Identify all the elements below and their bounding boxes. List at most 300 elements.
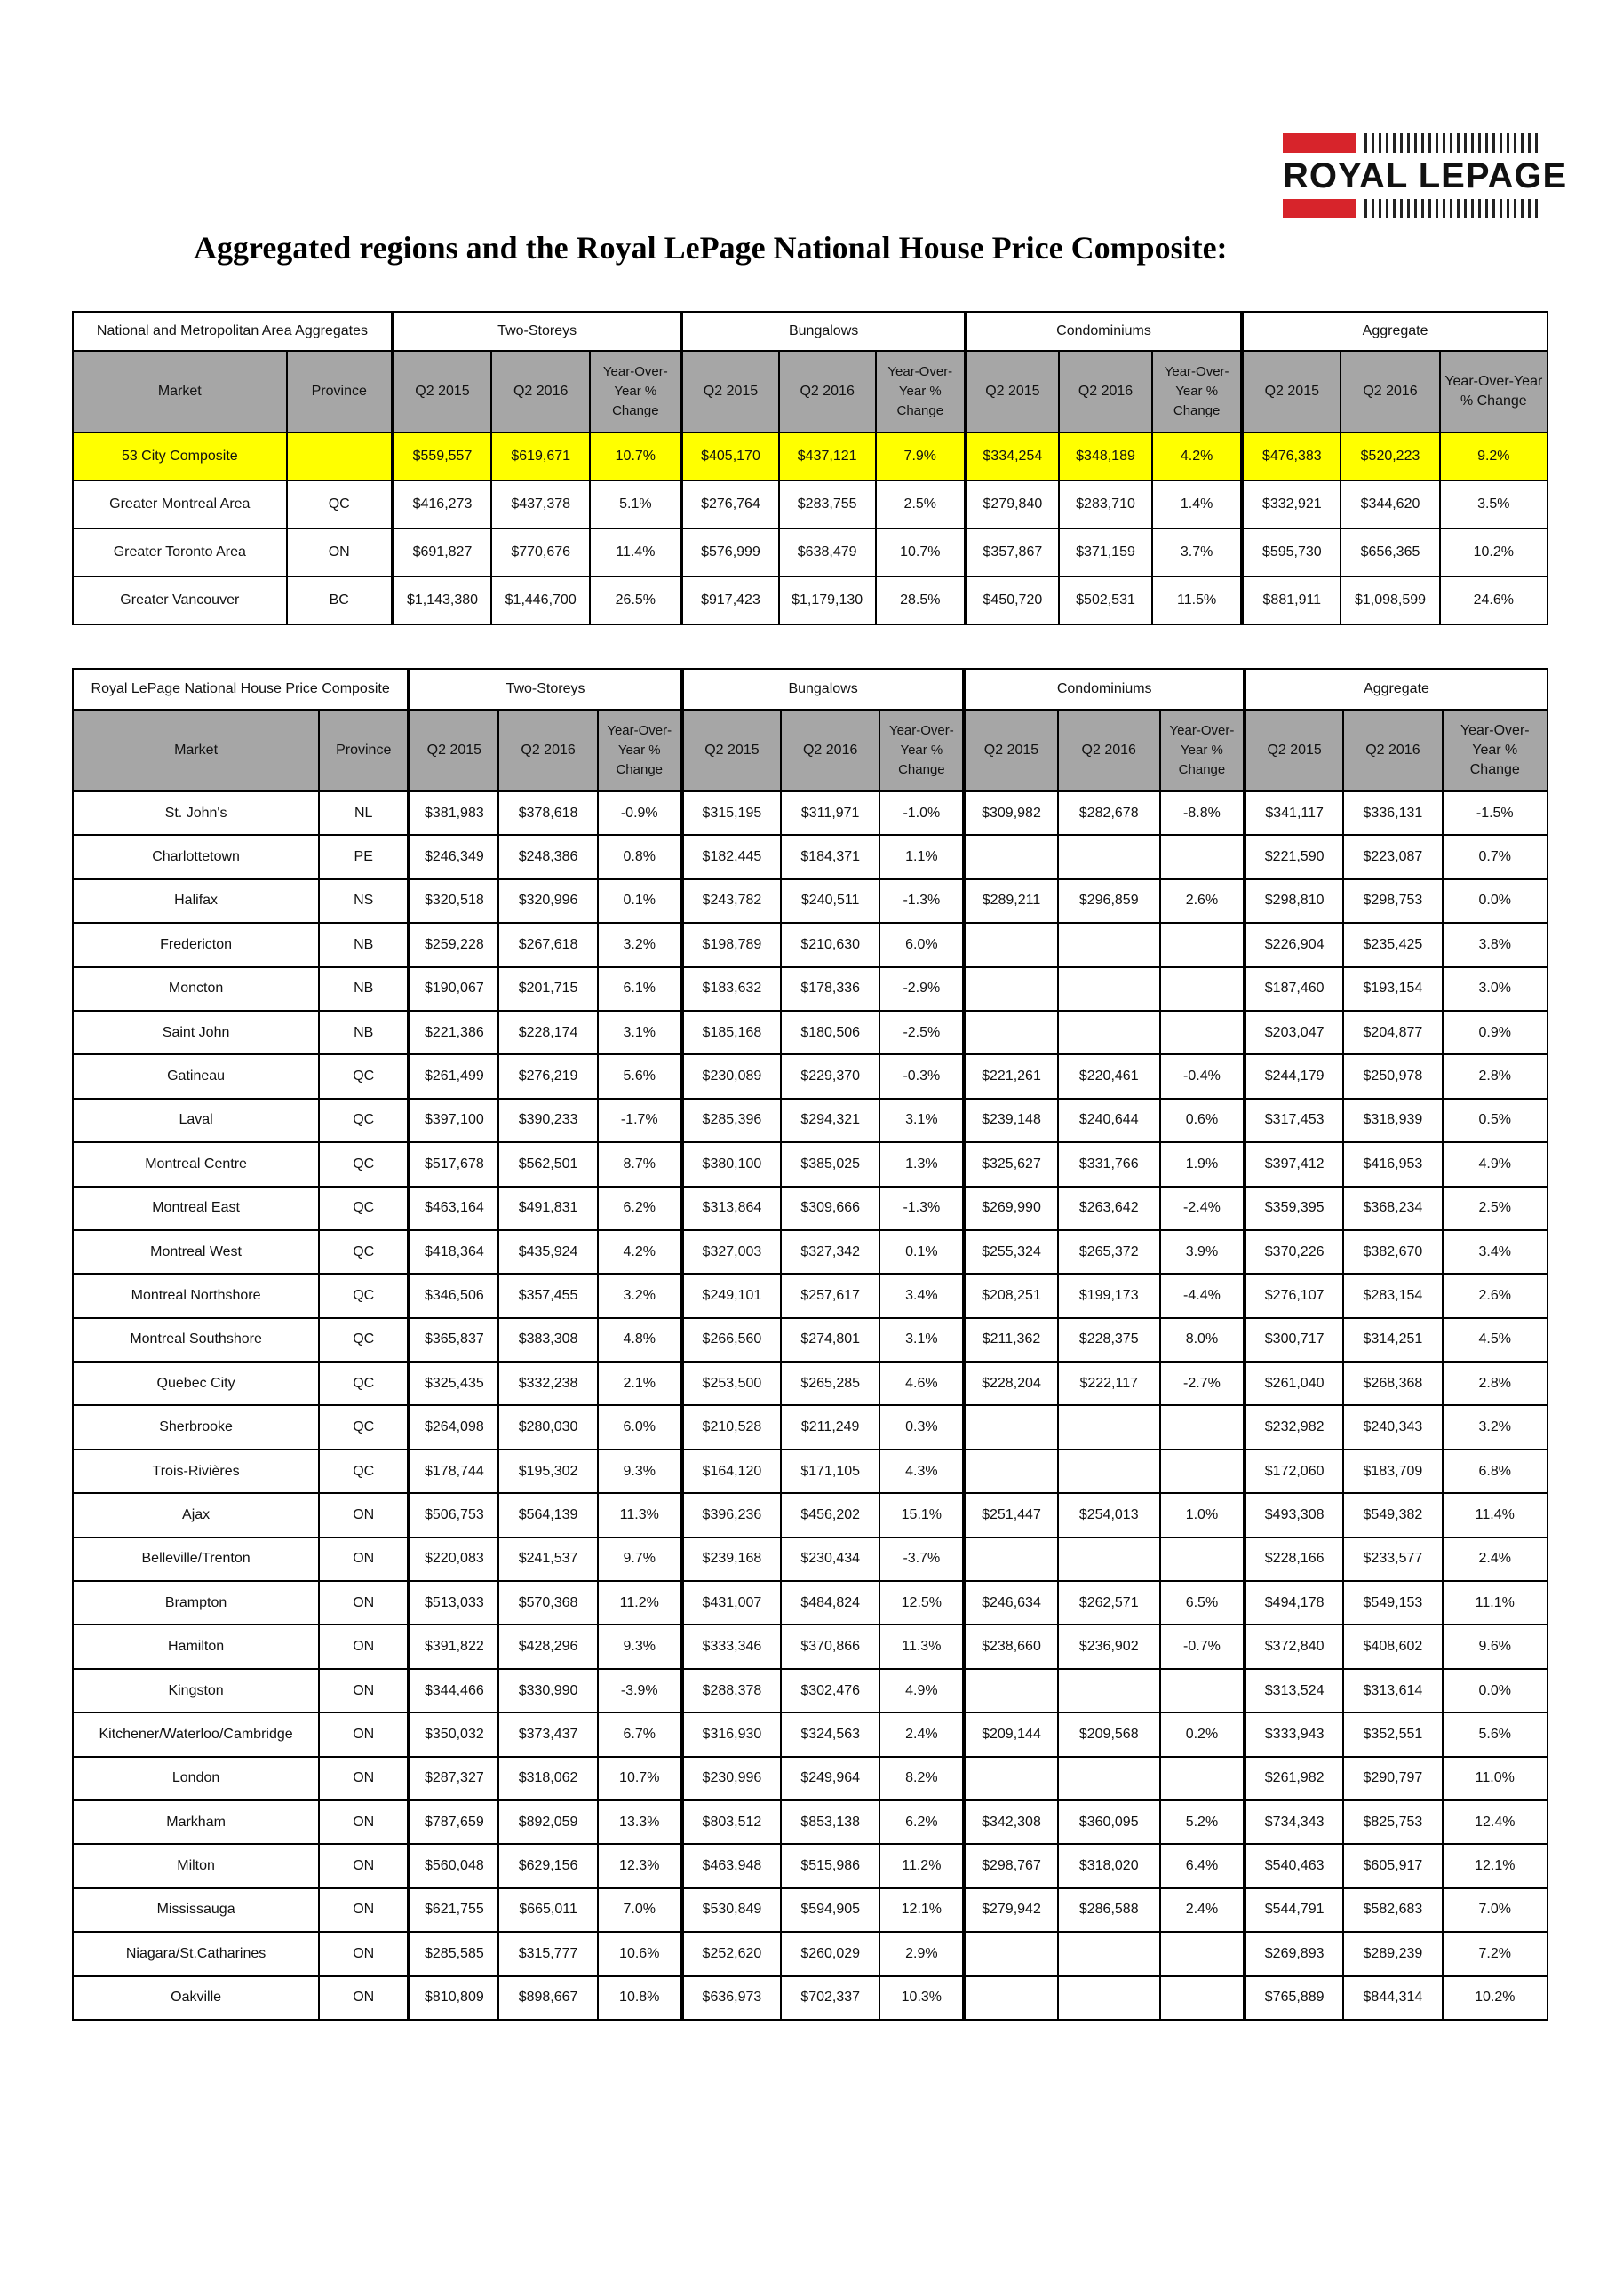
table-row: [73, 576, 1547, 624]
cell-aggregate-yoy-change: 3.5%: [1440, 481, 1547, 528]
cell-bungalows-q2-2015: $182,445: [682, 835, 781, 878]
cell-two-storeys-yoy-change: 11.3%: [598, 1493, 682, 1537]
cell-aggregate-yoy-change: 0.0%: [1443, 879, 1547, 923]
cell-condominiums-q2-2016: $222,117: [1058, 1362, 1160, 1405]
cell-two-storeys-yoy-change: 5.1%: [590, 481, 681, 528]
cell-market: Moncton: [73, 967, 319, 1011]
table-row: [73, 1976, 1547, 2020]
cell-market: Mississauga: [73, 1888, 319, 1932]
cell-bungalows-q2-2015: $396,236: [682, 1493, 781, 1537]
cell-condominiums-q2-2015: $255,324: [964, 1230, 1057, 1274]
cell-bungalows-q2-2016: $456,202: [781, 1493, 879, 1537]
cell-province: NB: [319, 967, 409, 1011]
table-row: [73, 1142, 1547, 1186]
cell-two-storeys-q2-2016: $435,924: [498, 1230, 597, 1274]
cell-aggregate-q2-2015: $228,166: [1245, 1537, 1343, 1581]
cell-aggregate-yoy-change: 2.6%: [1443, 1274, 1547, 1317]
cell-market: Greater Vancouver: [73, 576, 287, 624]
cell-aggregate-q2-2016: $520,223: [1341, 433, 1439, 481]
cell-bungalows-q2-2016: $437,121: [779, 433, 876, 481]
cell-aggregate-q2-2015: $493,308: [1245, 1493, 1343, 1537]
cell-aggregate-q2-2016: $313,614: [1343, 1669, 1442, 1712]
table-row: [73, 1757, 1547, 1800]
cell-two-storeys-yoy-change: 8.7%: [598, 1142, 682, 1186]
cell-bungalows-yoy-change: 28.5%: [876, 576, 966, 624]
cell-bungalows-q2-2016: $702,337: [781, 1976, 879, 2020]
cell-market: Sherbrooke: [73, 1405, 319, 1449]
cell-two-storeys-q2-2015: $259,228: [409, 923, 498, 966]
cell-condominiums-yoy-change: -8.8%: [1160, 791, 1245, 835]
cell-condominiums-yoy-change: -4.4%: [1160, 1274, 1245, 1317]
cell-two-storeys-yoy-change: 6.2%: [598, 1187, 682, 1230]
cell-bungalows-yoy-change: 6.2%: [879, 1800, 964, 1844]
cell-aggregate-q2-2015: $172,060: [1245, 1450, 1343, 1493]
cell-two-storeys-yoy-change: 12.3%: [598, 1844, 682, 1887]
cell-market: Milton: [73, 1844, 319, 1887]
cell-province: ON: [319, 1625, 409, 1668]
cell-bungalows-q2-2015: $288,378: [682, 1669, 781, 1712]
cell-two-storeys-q2-2015: $190,067: [409, 967, 498, 1011]
table-row: [73, 1274, 1547, 1317]
cell-market: Laval: [73, 1099, 319, 1142]
cell-two-storeys-q2-2015: $787,659: [409, 1800, 498, 1844]
col-q2-2016: Q2 2016: [1058, 710, 1160, 791]
cell-bungalows-q2-2015: $252,620: [682, 1932, 781, 1975]
cell-bungalows-yoy-change: 4.9%: [879, 1669, 964, 1712]
cell-bungalows-yoy-change: -2.9%: [879, 967, 964, 1011]
col-yoy: Year-Over-Year % Change: [1440, 351, 1547, 433]
cell-two-storeys-q2-2016: $201,715: [498, 967, 597, 1011]
logo-red-bar-bottom: [1283, 199, 1356, 218]
cell-two-storeys-q2-2015: $320,518: [409, 879, 498, 923]
cell-two-storeys-q2-2016: $437,378: [491, 481, 590, 528]
cell-two-storeys-q2-2016: $898,667: [498, 1976, 597, 2020]
cell-condominiums-yoy-change: 4.2%: [1152, 433, 1242, 481]
cell-condominiums-q2-2016: $502,531: [1059, 576, 1152, 624]
cell-province: NB: [319, 1011, 409, 1054]
cell-condominiums-q2-2015: [964, 1450, 1057, 1493]
cell-province: ON: [319, 1800, 409, 1844]
cell-condominiums-yoy-change: -2.4%: [1160, 1187, 1245, 1230]
cell-two-storeys-yoy-change: -0.9%: [598, 791, 682, 835]
cell-province: QC: [319, 1099, 409, 1142]
cell-aggregate-yoy-change: 3.8%: [1443, 923, 1547, 966]
cell-aggregate-yoy-change: 3.4%: [1443, 1230, 1547, 1274]
table-row: [73, 1230, 1547, 1274]
table-row: [73, 528, 1547, 576]
cell-aggregate-q2-2016: $408,602: [1343, 1625, 1442, 1668]
table-row: [73, 1669, 1547, 1712]
col-q2-2016: Q2 2016: [1059, 351, 1152, 433]
cell-condominiums-q2-2015: [964, 1537, 1057, 1581]
cell-condominiums-yoy-change: 1.0%: [1160, 1493, 1245, 1537]
col-q2-2015: Q2 2015: [681, 351, 778, 433]
cell-province: ON: [319, 1888, 409, 1932]
cell-bungalows-q2-2016: $638,479: [779, 528, 876, 576]
cell-two-storeys-yoy-change: 6.7%: [598, 1712, 682, 1756]
cell-bungalows-q2-2016: $180,506: [781, 1011, 879, 1054]
cell-bungalows-q2-2016: $853,138: [781, 1800, 879, 1844]
cell-condominiums-yoy-change: 2.6%: [1160, 879, 1245, 923]
cell-province: QC: [319, 1318, 409, 1362]
cell-bungalows-q2-2015: $285,396: [682, 1099, 781, 1142]
cell-condominiums-yoy-change: 8.0%: [1160, 1318, 1245, 1362]
cell-condominiums-q2-2016: [1058, 1537, 1160, 1581]
cell-aggregate-q2-2015: $370,226: [1245, 1230, 1343, 1274]
cell-bungalows-q2-2016: $211,249: [781, 1405, 879, 1449]
cell-condominiums-q2-2015: $246,634: [964, 1581, 1057, 1625]
cell-aggregate-q2-2016: $1,098,599: [1341, 576, 1439, 624]
cell-aggregate-yoy-change: 7.2%: [1443, 1932, 1547, 1975]
cell-bungalows-yoy-change: 1.1%: [879, 835, 964, 878]
cell-bungalows-q2-2016: $515,986: [781, 1844, 879, 1887]
cell-condominiums-q2-2015: [964, 1757, 1057, 1800]
cell-condominiums-q2-2016: [1058, 967, 1160, 1011]
cell-bungalows-q2-2016: $257,617: [781, 1274, 879, 1317]
cell-two-storeys-q2-2016: $330,990: [498, 1669, 597, 1712]
table-row: [73, 1493, 1547, 1537]
logo-wordmark: ROYAL LEPAGE: [1283, 156, 1568, 195]
cell-two-storeys-yoy-change: 10.6%: [598, 1932, 682, 1975]
cell-condominiums-q2-2015: [964, 1405, 1057, 1449]
cell-condominiums-q2-2016: $228,375: [1058, 1318, 1160, 1362]
cell-condominiums-q2-2015: [964, 923, 1057, 966]
cell-aggregate-q2-2015: $540,463: [1245, 1844, 1343, 1887]
cell-aggregate-q2-2016: $336,131: [1343, 791, 1442, 835]
table-row: [73, 791, 1547, 835]
cell-condominiums-q2-2015: $208,251: [964, 1274, 1057, 1317]
royal-lepage-logo: [1283, 133, 1568, 218]
cell-aggregate-yoy-change: 12.1%: [1443, 1844, 1547, 1887]
cell-aggregate-q2-2015: $203,047: [1245, 1011, 1343, 1054]
cell-aggregate-yoy-change: 2.8%: [1443, 1054, 1547, 1098]
cell-aggregate-q2-2016: $233,577: [1343, 1537, 1442, 1581]
cell-aggregate-q2-2015: $494,178: [1245, 1581, 1343, 1625]
col-q2-2015: Q2 2015: [682, 710, 781, 791]
cell-condominiums-yoy-change: -2.7%: [1160, 1362, 1245, 1405]
cell-market: Gatineau: [73, 1054, 319, 1098]
cell-aggregate-q2-2016: $825,753: [1343, 1800, 1442, 1844]
cell-condominiums-q2-2016: $360,095: [1058, 1800, 1160, 1844]
cell-two-storeys-q2-2015: $365,837: [409, 1318, 498, 1362]
cell-market: Oakville: [73, 1976, 319, 2020]
cell-condominiums-q2-2015: $221,261: [964, 1054, 1057, 1098]
table-row: [73, 1625, 1547, 1668]
col-q2-2015: Q2 2015: [409, 710, 498, 791]
cell-province: QC: [319, 1450, 409, 1493]
cell-condominiums-q2-2015: $239,148: [964, 1099, 1057, 1142]
cell-market: Montreal East: [73, 1187, 319, 1230]
group-bungalows: Bungalows: [681, 312, 965, 351]
table-row: [73, 1099, 1547, 1142]
cell-aggregate-q2-2015: $372,840: [1245, 1625, 1343, 1668]
cell-market: Halifax: [73, 879, 319, 923]
cell-two-storeys-yoy-change: 11.4%: [590, 528, 681, 576]
cell-two-storeys-q2-2016: $491,831: [498, 1187, 597, 1230]
cell-bungalows-q2-2015: $576,999: [681, 528, 778, 576]
col-province: Province: [319, 710, 409, 791]
cell-province: ON: [319, 1712, 409, 1756]
cell-bungalows-q2-2016: $229,370: [781, 1054, 879, 1098]
cell-two-storeys-q2-2015: $416,273: [393, 481, 491, 528]
group-aggregate: Aggregate: [1242, 312, 1547, 351]
cell-market: Greater Toronto Area: [73, 528, 287, 576]
cell-aggregate-q2-2016: $368,234: [1343, 1187, 1442, 1230]
cell-bungalows-q2-2016: $249,964: [781, 1757, 879, 1800]
logo-red-bar-top: [1283, 133, 1356, 153]
cell-two-storeys-q2-2015: $397,100: [409, 1099, 498, 1142]
cell-bungalows-q2-2015: $431,007: [682, 1581, 781, 1625]
cell-two-storeys-q2-2015: $381,983: [409, 791, 498, 835]
cell-province: QC: [319, 1054, 409, 1098]
col-q2-2015: Q2 2015: [1242, 351, 1341, 433]
cell-two-storeys-q2-2015: $463,164: [409, 1187, 498, 1230]
cell-bungalows-yoy-change: 0.1%: [879, 1230, 964, 1274]
cell-two-storeys-q2-2016: $318,062: [498, 1757, 597, 1800]
col-q2-2015: Q2 2015: [964, 710, 1057, 791]
cell-bungalows-yoy-change: 15.1%: [879, 1493, 964, 1537]
cell-province: ON: [287, 528, 393, 576]
col-yoy: Year-Over-Year % Change: [1443, 710, 1547, 791]
cell-condominiums-yoy-change: [1160, 923, 1245, 966]
cell-market: Quebec City: [73, 1362, 319, 1405]
cell-market: Kitchener/Waterloo/Cambridge: [73, 1712, 319, 1756]
cell-bungalows-yoy-change: 1.3%: [879, 1142, 964, 1186]
cell-two-storeys-yoy-change: 6.1%: [598, 967, 682, 1011]
cell-bungalows-q2-2015: $315,195: [682, 791, 781, 835]
group-bungalows: Bungalows: [682, 669, 965, 710]
cell-aggregate-q2-2016: $844,314: [1343, 1976, 1442, 2020]
cell-two-storeys-yoy-change: 10.8%: [598, 1976, 682, 2020]
cell-bungalows-q2-2016: $1,179,130: [779, 576, 876, 624]
cell-province: NL: [319, 791, 409, 835]
cell-province: ON: [319, 1537, 409, 1581]
cell-bungalows-q2-2016: $274,801: [781, 1318, 879, 1362]
cell-condominiums-yoy-change: [1160, 1757, 1245, 1800]
cell-province: QC: [319, 1230, 409, 1274]
cell-aggregate-q2-2016: $314,251: [1343, 1318, 1442, 1362]
cell-condominiums-yoy-change: 11.5%: [1152, 576, 1242, 624]
cell-bungalows-q2-2015: $239,168: [682, 1537, 781, 1581]
cell-condominiums-q2-2016: [1058, 1011, 1160, 1054]
cell-bungalows-yoy-change: 3.1%: [879, 1318, 964, 1362]
cell-two-storeys-yoy-change: 26.5%: [590, 576, 681, 624]
group-condominiums: Condominiums: [966, 312, 1242, 351]
cell-bungalows-q2-2015: $405,170: [681, 433, 778, 481]
cell-two-storeys-q2-2016: $390,233: [498, 1099, 597, 1142]
cell-aggregate-q2-2015: $187,460: [1245, 967, 1343, 1011]
cell-condominiums-yoy-change: 0.6%: [1160, 1099, 1245, 1142]
cell-condominiums-q2-2015: $289,211: [964, 879, 1057, 923]
cell-condominiums-q2-2015: [964, 1976, 1057, 2020]
cell-bungalows-yoy-change: -3.7%: [879, 1537, 964, 1581]
cell-two-storeys-yoy-change: 2.1%: [598, 1362, 682, 1405]
cell-bungalows-yoy-change: 2.5%: [876, 481, 966, 528]
cell-aggregate-yoy-change: 6.8%: [1443, 1450, 1547, 1493]
cell-condominiums-yoy-change: 1.4%: [1152, 481, 1242, 528]
cell-bungalows-q2-2015: $185,168: [682, 1011, 781, 1054]
cell-condominiums-q2-2016: $282,678: [1058, 791, 1160, 835]
table-row: [73, 1405, 1547, 1449]
cell-aggregate-q2-2016: $656,365: [1341, 528, 1439, 576]
cell-two-storeys-q2-2015: $246,349: [409, 835, 498, 878]
cell-condominiums-q2-2016: $371,159: [1059, 528, 1152, 576]
table-row: [73, 1800, 1547, 1844]
cell-condominiums-yoy-change: [1160, 1537, 1245, 1581]
cell-aggregate-q2-2015: $244,179: [1245, 1054, 1343, 1098]
cell-condominiums-q2-2016: $199,173: [1058, 1274, 1160, 1317]
cell-condominiums-q2-2015: $209,144: [964, 1712, 1057, 1756]
cell-bungalows-q2-2016: $385,025: [781, 1142, 879, 1186]
col-market: Market: [73, 710, 319, 791]
cell-condominiums-q2-2015: $269,990: [964, 1187, 1057, 1230]
cell-aggregate-q2-2016: $344,620: [1341, 481, 1439, 528]
cell-two-storeys-q2-2016: $241,537: [498, 1537, 597, 1581]
cell-two-storeys-q2-2015: $261,499: [409, 1054, 498, 1098]
cell-bungalows-q2-2015: $463,948: [682, 1844, 781, 1887]
cell-two-storeys-q2-2016: $378,618: [498, 791, 597, 835]
cell-condominiums-yoy-change: [1160, 967, 1245, 1011]
cell-aggregate-q2-2015: $226,904: [1245, 923, 1343, 966]
cell-aggregate-q2-2016: $283,154: [1343, 1274, 1442, 1317]
cell-province: ON: [319, 1493, 409, 1537]
cell-bungalows-q2-2016: $594,905: [781, 1888, 879, 1932]
cell-bungalows-q2-2016: $311,971: [781, 791, 879, 835]
cell-two-storeys-q2-2016: $357,455: [498, 1274, 597, 1317]
cell-bungalows-yoy-change: 12.1%: [879, 1888, 964, 1932]
cell-bungalows-yoy-change: -2.5%: [879, 1011, 964, 1054]
cell-condominiums-yoy-change: [1160, 1669, 1245, 1712]
cell-bungalows-q2-2016: $324,563: [781, 1712, 879, 1756]
cell-two-storeys-q2-2015: $264,098: [409, 1405, 498, 1449]
cell-aggregate-yoy-change: 0.5%: [1443, 1099, 1547, 1142]
table-row: [73, 1362, 1547, 1405]
cell-condominiums-q2-2016: $236,902: [1058, 1625, 1160, 1668]
cell-aggregate-q2-2015: $317,453: [1245, 1099, 1343, 1142]
cell-two-storeys-q2-2015: $691,827: [393, 528, 491, 576]
col-q2-2016: Q2 2016: [498, 710, 597, 791]
cell-two-storeys-yoy-change: 10.7%: [598, 1757, 682, 1800]
cell-two-storeys-q2-2015: $559,557: [393, 433, 491, 481]
cell-aggregate-yoy-change: 10.2%: [1440, 528, 1547, 576]
cell-aggregate-yoy-change: 9.2%: [1440, 433, 1547, 481]
cell-condominiums-q2-2016: [1058, 1757, 1160, 1800]
cell-aggregate-q2-2015: $261,982: [1245, 1757, 1343, 1800]
cell-condominiums-q2-2015: $228,204: [964, 1362, 1057, 1405]
cell-bungalows-yoy-change: 3.4%: [879, 1274, 964, 1317]
cell-condominiums-q2-2015: $334,254: [966, 433, 1059, 481]
cell-province: QC: [287, 481, 393, 528]
cell-two-storeys-yoy-change: 0.8%: [598, 835, 682, 878]
cell-aggregate-yoy-change: 0.0%: [1443, 1669, 1547, 1712]
cell-condominiums-q2-2015: [964, 835, 1057, 878]
cell-condominiums-q2-2016: $318,020: [1058, 1844, 1160, 1887]
cell-aggregate-q2-2015: $300,717: [1245, 1318, 1343, 1362]
group-two-storeys: Two-Storeys: [409, 669, 681, 710]
col-q2-2016: Q2 2016: [1343, 710, 1442, 791]
cell-market: Belleville/Trenton: [73, 1537, 319, 1581]
cell-condominiums-q2-2015: [964, 1932, 1057, 1975]
cell-market: Montreal Southshore: [73, 1318, 319, 1362]
cell-bungalows-q2-2015: $380,100: [682, 1142, 781, 1186]
cell-province: ON: [319, 1976, 409, 2020]
col-yoy: Year-Over-Year % Change: [590, 351, 681, 433]
table-row: [73, 1932, 1547, 1975]
table-row: [73, 879, 1547, 923]
col-q2-2016: Q2 2016: [781, 710, 879, 791]
cell-bungalows-q2-2016: $370,866: [781, 1625, 879, 1668]
cell-condominiums-yoy-change: [1160, 1976, 1245, 2020]
cell-two-storeys-q2-2015: $221,386: [409, 1011, 498, 1054]
table-row: [73, 1581, 1547, 1625]
cell-aggregate-q2-2016: $240,343: [1343, 1405, 1442, 1449]
cell-two-storeys-yoy-change: 4.8%: [598, 1318, 682, 1362]
cell-two-storeys-yoy-change: -1.7%: [598, 1099, 682, 1142]
cell-two-storeys-q2-2015: $418,364: [409, 1230, 498, 1274]
cell-two-storeys-yoy-change: 6.0%: [598, 1405, 682, 1449]
national-composite-table: [72, 668, 1548, 2021]
cell-condominiums-yoy-change: [1160, 1450, 1245, 1493]
table-row: [73, 1011, 1547, 1054]
table-row: [73, 1844, 1547, 1887]
col-q2-2016: Q2 2016: [491, 351, 590, 433]
table-row: [73, 1187, 1547, 1230]
cell-market: Charlottetown: [73, 835, 319, 878]
cell-aggregate-q2-2015: $333,943: [1245, 1712, 1343, 1756]
cell-aggregate-q2-2015: $232,982: [1245, 1405, 1343, 1449]
cell-two-storeys-q2-2016: $315,777: [498, 1932, 597, 1975]
cell-bungalows-q2-2016: $230,434: [781, 1537, 879, 1581]
table-row: [73, 1318, 1547, 1362]
cell-province: BC: [287, 576, 393, 624]
cell-bungalows-q2-2015: $316,930: [682, 1712, 781, 1756]
cell-aggregate-q2-2015: $261,040: [1245, 1362, 1343, 1405]
col-yoy: Year-Over-Year % Change: [1152, 351, 1242, 433]
table-row: [73, 835, 1547, 878]
cell-bungalows-yoy-change: 2.9%: [879, 1932, 964, 1975]
cell-two-storeys-q2-2015: $178,744: [409, 1450, 498, 1493]
cell-aggregate-q2-2015: $881,911: [1242, 576, 1341, 624]
group-aggregate: Aggregate: [1245, 669, 1547, 710]
col-q2-2015: Q2 2015: [1245, 710, 1343, 791]
cell-two-storeys-q2-2015: $621,755: [409, 1888, 498, 1932]
cell-two-storeys-yoy-change: 0.1%: [598, 879, 682, 923]
cell-two-storeys-yoy-change: 5.6%: [598, 1054, 682, 1098]
cell-bungalows-q2-2015: $803,512: [682, 1800, 781, 1844]
cell-two-storeys-q2-2016: $267,618: [498, 923, 597, 966]
cell-aggregate-q2-2016: $382,670: [1343, 1230, 1442, 1274]
cell-aggregate-q2-2016: $289,239: [1343, 1932, 1442, 1975]
cell-bungalows-yoy-change: 10.7%: [876, 528, 966, 576]
cell-province: PE: [319, 835, 409, 878]
logo-barcode-top: [1364, 133, 1539, 153]
cell-province: NB: [319, 923, 409, 966]
cell-bungalows-q2-2015: $333,346: [682, 1625, 781, 1668]
col-yoy: Year-Over-Year % Change: [598, 710, 682, 791]
cell-bungalows-q2-2016: $171,105: [781, 1450, 879, 1493]
cell-bungalows-yoy-change: 3.1%: [879, 1099, 964, 1142]
cell-aggregate-yoy-change: 5.6%: [1443, 1712, 1547, 1756]
cell-bungalows-q2-2016: $327,342: [781, 1230, 879, 1274]
cell-condominiums-yoy-change: [1160, 835, 1245, 878]
cell-two-storeys-yoy-change: 7.0%: [598, 1888, 682, 1932]
cell-bungalows-yoy-change: 0.3%: [879, 1405, 964, 1449]
cell-bungalows-yoy-change: 11.2%: [879, 1844, 964, 1887]
cell-condominiums-q2-2015: $279,840: [966, 481, 1059, 528]
cell-aggregate-q2-2016: $318,939: [1343, 1099, 1442, 1142]
cell-condominiums-yoy-change: [1160, 1932, 1245, 1975]
cell-two-storeys-yoy-change: 9.3%: [598, 1625, 682, 1668]
